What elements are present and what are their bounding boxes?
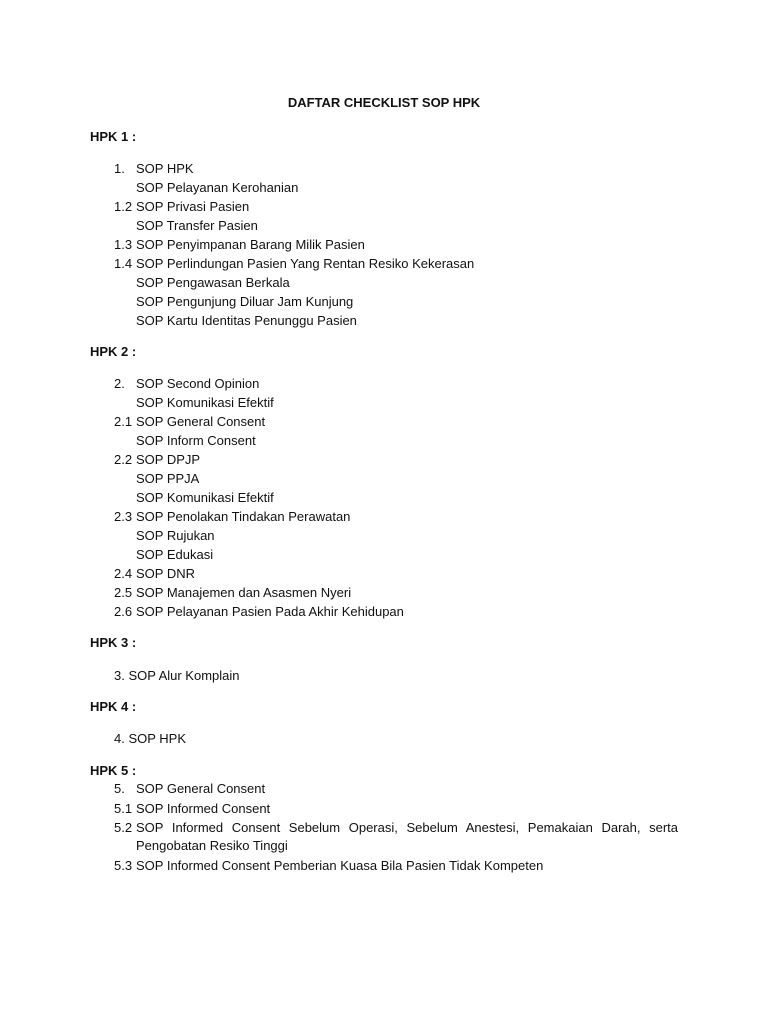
item-number: 5.2: [114, 820, 133, 835]
list-item: [114, 508, 678, 526]
list-item: [114, 293, 678, 311]
item-number: 1.: [114, 161, 125, 176]
item-text: SOP Pengawasan Berkala: [136, 275, 290, 290]
list-item: [114, 603, 678, 621]
item-text: SOP Informed Consent: [136, 801, 271, 816]
item-number: 2.6: [114, 604, 133, 619]
item-text: SOP Penolakan Tindakan Perawatan: [136, 509, 351, 524]
item-text: SOP Pelayanan Kerohanian: [136, 180, 299, 195]
item-text: SOP Edukasi: [136, 547, 214, 562]
document-title: DAFTAR CHECKLIST SOP HPK: [287, 95, 481, 110]
list-item: [114, 667, 678, 685]
list-item: [114, 800, 678, 818]
list-item: [114, 451, 678, 469]
list-item: [114, 730, 678, 748]
item-text: SOP Komunikasi Efektif: [136, 490, 274, 505]
item-text: SOP Informed Consent Pemberian Kuasa Bila Pasien Tidak Kompeten: [136, 858, 544, 873]
list-item: [114, 413, 678, 431]
item-text: SOP Perlindungan Pasien Yang Rentan Resiko Kekerasan: [136, 256, 475, 271]
item-number: 2.5: [114, 585, 133, 600]
section-heading-hpk-5: HPK 5 :: [90, 763, 137, 778]
item-number: 2.: [114, 376, 125, 391]
item-text: SOP PPJA: [136, 471, 200, 486]
list-item: [114, 432, 678, 450]
item-number: 2.1: [114, 414, 133, 429]
item-text: SOP HPK: [136, 161, 194, 176]
item-text: SOP DNR: [136, 566, 195, 581]
list-item: [114, 160, 678, 178]
item-number: 1.3: [114, 237, 133, 252]
item-text: SOP Kartu Identitas Penunggu Pasien: [136, 313, 357, 328]
list-item: [114, 857, 678, 875]
item-text: SOP Rujukan: [136, 528, 215, 543]
list-item: [114, 179, 678, 197]
item-text: SOP Transfer Pasien: [136, 218, 258, 233]
item-text: SOP Privasi Pasien: [136, 199, 250, 214]
item-number: 2.4: [114, 566, 133, 581]
item-text: 4. SOP HPK: [114, 731, 187, 746]
item-text: SOP Second Opinion: [136, 376, 260, 391]
item-text: SOP Pelayanan Pasien Pada Akhir Kehidupan: [136, 604, 404, 619]
item-number: 1.4: [114, 256, 133, 271]
list-item: [114, 489, 678, 507]
list-item: [114, 217, 678, 235]
item-number: 1.2: [114, 199, 133, 214]
section-heading-hpk-3: HPK 3 :: [90, 635, 137, 650]
list-item: [114, 470, 678, 488]
item-text: SOP Inform Consent: [136, 433, 256, 448]
list-item: [114, 312, 678, 330]
list-item: [114, 255, 678, 273]
section-heading-hpk-4: HPK 4 :: [90, 699, 137, 714]
item-number: 2.3: [114, 509, 133, 524]
item-text: SOP Informed Consent Sebelum Operasi, Sebelum Anestesi, Pemakaian Darah, serta Pengobatan Resiko Tinggi: [136, 820, 678, 853]
list-item: [114, 780, 678, 798]
section-heading-hpk-2: HPK 2 :: [90, 344, 137, 359]
list-item: [114, 565, 678, 583]
list-item: [114, 584, 678, 602]
list-item: [114, 394, 678, 412]
item-text: 3. SOP Alur Komplain: [114, 668, 240, 683]
list-item: [114, 274, 678, 292]
item-text: SOP Komunikasi Efektif: [136, 395, 274, 410]
item-number: 5.1: [114, 801, 133, 816]
item-number: 5.3: [114, 858, 133, 873]
item-text: SOP General Consent: [136, 781, 266, 796]
list-item: [114, 375, 678, 393]
item-text: SOP Pengunjung Diluar Jam Kunjung: [136, 294, 354, 309]
section-heading-hpk-1: HPK 1 :: [90, 129, 137, 144]
item-text: SOP Manajemen dan Asasmen Nyeri: [136, 585, 352, 600]
item-number: 2.2: [114, 452, 133, 467]
list-item: [114, 819, 678, 855]
item-text: SOP DPJP: [136, 452, 201, 467]
item-text: SOP Penyimpanan Barang Milik Pasien: [136, 237, 365, 252]
item-number: 5.: [114, 781, 125, 796]
item-text: SOP General Consent: [136, 414, 266, 429]
list-item: [114, 527, 678, 545]
list-item: [114, 546, 678, 564]
list-item: [114, 236, 678, 254]
list-item: [114, 198, 678, 216]
